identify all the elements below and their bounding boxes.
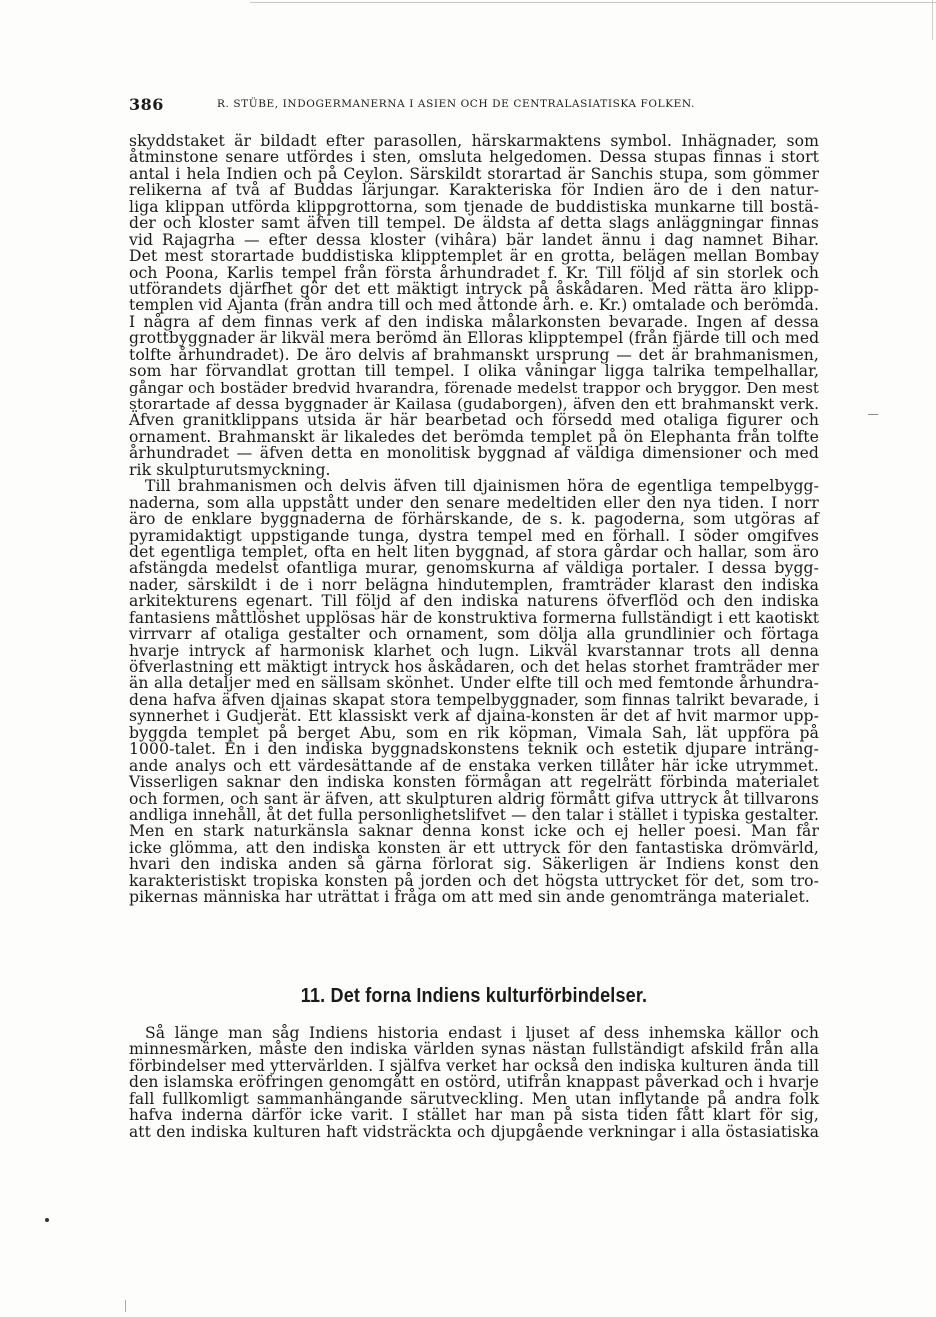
text-line: Visserligen saknar den indiska konsten förmågan att regelrätt förbinda materialet — [129, 773, 819, 792]
text-line: som har förvandlat grottan till tempel. I olika våningar ligga talrika tempelhallar, — [129, 362, 819, 381]
text-line: ande analys och ett värdesättande af de enstaka verken tillåter här icke utrymmet. — [129, 756, 819, 775]
margin-dot-mark — [45, 1218, 49, 1222]
text-line: minnesmärken, måste den indiska världen synas nästan fullständigt afskild från alla — [129, 1040, 819, 1059]
text-line: tolfte århundradet). De äro delvis af brahmanskt ursprung — det är brahmanismen, — [129, 345, 819, 364]
text-line: byggda templet på berget Abu, som en rik köpman, Vimala Sah, lät uppföra på — [129, 723, 819, 742]
text-line: afstängda medelst ofantliga murar, genomskurna af väldiga portaler. I dessa bygg- — [129, 559, 819, 578]
text-line: arkitekturens egenart. Till följd af den indiska naturens öfverflöd och den indiska — [129, 592, 819, 611]
text-line: Äfven granitklippans utsida är här bearbetad och försedd med otaliga figurer och — [129, 411, 819, 430]
text-line: nader, särskildt i de i norr belägna hindutemplen, framträder klarast den indiska — [129, 575, 819, 594]
text-line: gångar och bostäder bredvid hvarandra, förenade medelst trappor och bryggor. Den mest — [129, 378, 819, 397]
text-line: templen vid Ajanta (från andra till och med åttonde årh. e. Kr.) omtalade och berömda. — [129, 296, 819, 315]
body-text-section-1 — [129, 133, 819, 906]
text-line: öfverlastning ett mäktigt intryck hos åskådaren, och det helas storhet framträder mer — [129, 658, 819, 676]
text-line: fall fullkomligt sammanhängande särutveckling. Men utan inflytande på andra folk — [129, 1089, 819, 1108]
text-line: Men en stark naturkänsla saknar denna konst icke och ej heller poesi. Man får — [129, 822, 819, 841]
text-line: hvari den indiska anden så gärna förlorat sig. Säkerligen är Indiens konst den — [129, 855, 819, 874]
section-heading: 11. Det forna Indiens kulturförbindelser. — [300, 985, 648, 1007]
text-line: 1000-talet. En i den indiska byggnadskonstens teknik och estetik djupare inträng- — [129, 740, 819, 759]
text-line: hafva inderna därför icke varit. I stället har man på sista tiden fått klart för sig, — [129, 1106, 819, 1125]
text-line: I några af dem finnas verk af den indiska målarkonsten bevarade. Ingen af dessa — [129, 312, 819, 331]
text-line: dena hafva äfven djainas skapat stora tempelbyggnader, som finnas talrikt bevarade, i — [129, 690, 819, 709]
text-line: der och kloster samt äfven till tempel. De äldsta af detta slags anläggningar finnas — [129, 214, 819, 233]
text-line: och formen, och sant är äfven, att skulpturen aldrig förmått gifva uttryck åt tillvarons — [129, 789, 819, 808]
text-line: Det mest storartade buddistiska klipptemplet är en grotta, belägen mellan Bombay — [129, 247, 819, 266]
text-line: århundradet — äfven detta en monolitisk byggnad af väldiga dimensioner och med — [129, 444, 819, 463]
text-line: utförandets djärfhet gör det ett mäktigt intryck på åskådaren. Med rätta äro klipp- — [129, 279, 819, 298]
text-line: ornament. Brahmanskt är likaledes det berömda templet på ön Elephanta från tolfte — [129, 427, 819, 446]
text-line: icke glömma, att den indiska konsten är ett uttryck för den fantastiska drömvärld, — [129, 838, 819, 857]
text-line: naderna, som alla uppstått under den senare medeltiden eller den nya tiden. I norr — [129, 493, 819, 512]
text-line: liga klippan utförda klippgrottorna, som tjenade de buddistiska munkarne till bostä- — [129, 197, 819, 216]
text-line: och Poona, Karlis tempel från första århundradet f. Kr. Till följd af sin storlek och — [129, 263, 819, 282]
text-line: vid Rajagrha — efter dessa kloster (vihâra) bär landet ännu i dag namnet Bihar. — [129, 230, 819, 249]
text-line: äro de enklare byggnaderna de förhärskande, de s. k. pagoderna, som utgöras af — [129, 510, 819, 529]
text-line: storartade af dessa byggnader är Kailasa (gudaborgen), äfven den ett brahmanskt verk. — [129, 395, 819, 413]
scan-edge-line-right — [932, 0, 933, 40]
running-head: R. STÜBE, INDOGERMANERNA I ASIEN OCH DE CENTRALASIATISKA FOLKEN. — [217, 98, 695, 110]
text-line: andliga innehåll, åt det fulla personlighetslifvet — den talar i stället i typiska gestalter. — [129, 805, 819, 824]
text-line: fantasiens måttlöshet upplösas här de konstruktiva formerna fullständigt i ett kaotiskt — [129, 608, 819, 627]
text-line: synnerhet i Gudjerät. Ett klassiskt verk af djaina-konsten är det af hvit marmor upp- — [129, 707, 819, 726]
text-line: Så länge man såg Indiens historia endast i ljuset af dess inhemska källor och — [145, 1024, 819, 1042]
text-line: pyramidaktigt uppstigande tunga, dystra tempel med en förhall. I söder omgifves — [129, 526, 819, 545]
text-line: det egentliga templet, ofta en helt liten byggnad, af stora gårdar och hallar, som äro — [129, 542, 819, 561]
margin-tick-mark — [125, 1300, 126, 1312]
text-line: den islamska eröfringen genomgått en ostörd, utifrån knappast påverkad och i hvarje — [129, 1073, 819, 1092]
scan-edge-line — [250, 2, 936, 3]
text-line: hvarje intryck af harmonisk klarhet och lugn. Likväl kvarstannar trots all denna — [129, 641, 819, 660]
text-line: förbindelser med yttervärlden. I själfva verket har också den indiska kulturen ända till — [129, 1056, 819, 1075]
text-line: pikernas människa har uträttat i fråga om att med sin ande genomtränga materialet. — [129, 888, 810, 907]
text-line: Till brahmanismen och delvis äfven till djainismen höra de egentliga tempelbygg- — [145, 477, 819, 496]
text-line: relikerna af två af Buddas lärjungar. Karakteriska för Indien äro de i den natur- — [129, 181, 819, 200]
text-line: skyddstaket är bildadt efter parasollen, härskarmaktens symbol. Inhägnader, som — [129, 132, 819, 150]
text-line: antal i hela Indien och på Ceylon. Särskildt storartad är Sanchis stupa, som gömmer — [129, 164, 819, 183]
page-number: 386 — [129, 95, 164, 114]
page-header — [129, 95, 819, 115]
text-line: än alla detaljer med en sällsam skönhet. Under elfte till och med femtonde århundra- — [129, 674, 819, 693]
text-line: rik skulpturutsmyckning. — [129, 460, 331, 479]
text-line: grottbyggnader är likväl mera berömd än Elloras klipptempel (från fjärde till och med — [129, 329, 820, 348]
text-line: karakteristiskt tropiska konsten på jorden och det högsta uttrycket för det, som tro- — [129, 871, 819, 890]
text-line: att den indiska kulturen haft vidsträckta och djupgående verkningar i alla östasiatiska — [129, 1122, 819, 1141]
text-line: virrvarr af otaliga gestalter och ornament, som dölja alla grundlinier och förtaga — [129, 625, 819, 644]
body-text-section-2 — [129, 1025, 819, 1140]
margin-dash-mark — [868, 414, 878, 415]
text-line: åtminstone senare utfördes i sten, omsluta helgedomen. Dessa stupas finnas i stort — [129, 148, 819, 167]
